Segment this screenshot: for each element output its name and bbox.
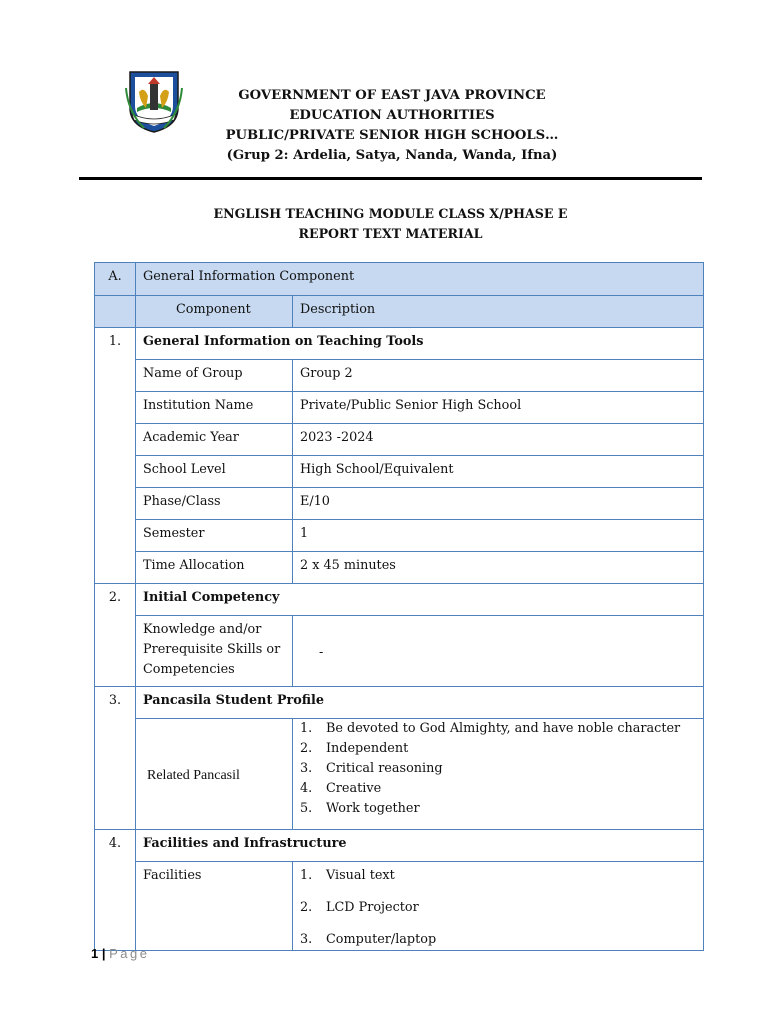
row-key: Related Pancasil [136, 719, 293, 830]
letterhead [180, 86, 604, 166]
east-java-emblem-logo [124, 68, 184, 134]
list-item: 1. Be devoted to God Almighty, and have noble character [300, 721, 681, 736]
list-item: 1. Visual text [300, 868, 395, 883]
row-key: School Level [136, 456, 293, 488]
row-key: Time Allocation [136, 552, 293, 584]
table-row [95, 360, 704, 392]
table-row [95, 862, 704, 951]
section-2-number: 2. [95, 584, 136, 687]
section-a-row [95, 263, 704, 296]
row-value: - [293, 616, 704, 687]
list-item: 5. Work together [300, 801, 420, 816]
row-key: Name of Group [136, 360, 293, 392]
table-row [95, 552, 704, 584]
page-footer [91, 946, 150, 961]
section-3-row [95, 687, 704, 719]
table-row [95, 719, 704, 830]
section-4-label: Facilities and Infrastructure [136, 830, 704, 862]
profile-list [293, 719, 704, 830]
row-value: E/10 [293, 488, 704, 520]
section-4-row [95, 830, 704, 862]
row-value: 2 x 45 minutes [293, 552, 704, 584]
list-item: 4. Creative [300, 781, 382, 796]
row-key: Semester [136, 520, 293, 552]
row-key: Institution Name [136, 392, 293, 424]
letterhead-divider [79, 177, 702, 180]
letterhead-line-2: EDUCATION AUTHORITIES [289, 108, 495, 123]
row-key: Knowledge and/or Prerequisite Skills or Competencies [136, 616, 293, 687]
row-value: Group 2 [293, 360, 704, 392]
section-3-label: Pancasila Student Profile [136, 687, 704, 719]
row-value: High School/Equivalent [293, 456, 704, 488]
list-item: 3. Computer/laptop [300, 932, 437, 947]
column-header-description: Description [293, 296, 704, 328]
letterhead-line-4: (Grup 2: Ardelia, Satya, Nanda, Wanda, Ifna) [226, 148, 558, 163]
section-a-label: General Information Component [136, 263, 704, 296]
section-2-row [95, 584, 704, 616]
section-1-row [95, 328, 704, 360]
row-key: Facilities [136, 862, 293, 951]
module-title-line-1: ENGLISH TEACHING MODULE CLASS X/PHASE E [213, 206, 568, 221]
letterhead-line-1: GOVERNMENT OF EAST JAVA PROVINCE [238, 88, 546, 103]
table-row [95, 424, 704, 456]
table-row [95, 392, 704, 424]
module-title [79, 204, 702, 244]
page-number: 1 [91, 946, 99, 961]
general-information-table [94, 262, 704, 951]
section-a-number: A. [95, 263, 136, 296]
section-1-label: General Information on Teaching Tools [136, 328, 704, 360]
letterhead-line-3: PUBLIC/PRIVATE SENIOR HIGH SCHOOLS… [225, 128, 559, 143]
row-value: 2023 -2024 [293, 424, 704, 456]
column-header-spacer [95, 296, 136, 328]
list-item: 2. Independent [300, 741, 409, 756]
section-3-number: 3. [95, 687, 136, 830]
module-title-line-2: REPORT TEXT MATERIAL [298, 226, 483, 241]
facilities-list [293, 862, 704, 951]
row-key: Academic Year [136, 424, 293, 456]
list-item: 3. Critical reasoning [300, 761, 443, 776]
table-row [95, 456, 704, 488]
section-2-label: Initial Competency [136, 584, 704, 616]
section-4-number: 4. [95, 830, 136, 951]
column-header-row [95, 296, 704, 328]
footer-separator: | [101, 946, 106, 961]
table-row [95, 488, 704, 520]
section-1-number: 1. [95, 328, 136, 584]
table-row [95, 616, 704, 687]
column-header-component: Component [136, 296, 293, 328]
row-value: Private/Public Senior High School [293, 392, 704, 424]
row-key: Phase/Class [136, 488, 293, 520]
list-item: 2. LCD Projector [300, 900, 419, 915]
row-value: 1 [293, 520, 704, 552]
table-row [95, 520, 704, 552]
page-word: Page [109, 946, 150, 961]
